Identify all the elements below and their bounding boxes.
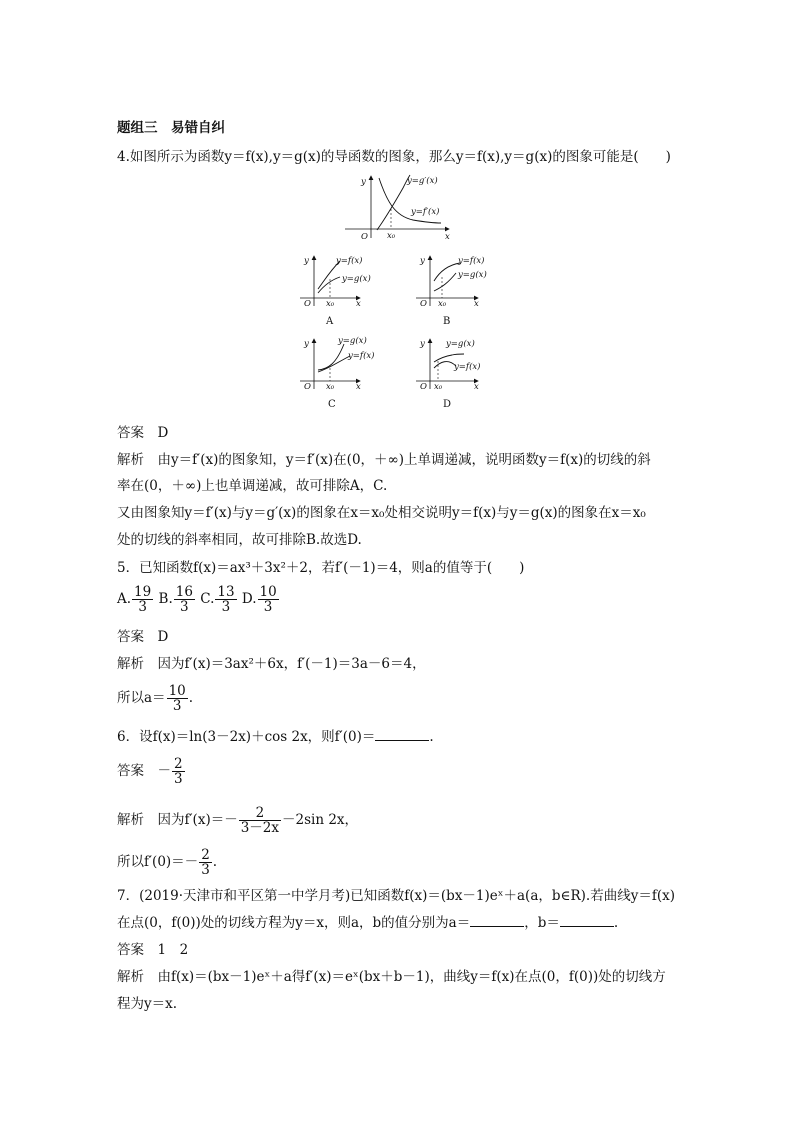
q4-analysis-4: 处的切线的斜率相同，故可排除B.故选D.	[117, 532, 362, 548]
c-label-x0: x₀	[326, 382, 335, 392]
q4-analysis-2: 率在(0，＋∞)上也单调递减，故可排除A，C.	[117, 478, 388, 494]
curve-g-prime	[377, 175, 410, 230]
a-label-x: x	[356, 299, 361, 309]
a-label-o: O	[304, 299, 311, 309]
b-label-x: x	[474, 299, 479, 309]
b-label-x0: x₀	[438, 299, 447, 309]
main-label-o: O	[361, 232, 368, 242]
q4-option-c-figure	[298, 336, 380, 392]
option-b-caption: B	[443, 316, 451, 327]
q5-analysis-1: 解析 因为f′(x)＝3ax²＋6x，f′(－1)＝3a－6＝4，	[117, 656, 426, 672]
q5-stem: 5．已知函数f(x)＝ax³＋3x²＋2，若f′(－1)＝4，则a的值等于( )	[117, 560, 525, 576]
q7-analysis-1: 解析 由f(x)＝(bx－1)eˣ＋a得f′(x)＝eˣ(bx＋b－1)，曲线y＝f(x)在点(0，f(0))处的切线方	[117, 969, 666, 985]
q4-stem: 4.如图所示为函数y＝f(x),y＝g(x)的导函数的图象，那么y＝f(x),y＝g(x)的图象可能是( )	[117, 149, 671, 165]
q4-option-b-figure	[414, 253, 496, 309]
option-d-caption: D	[443, 399, 452, 410]
d-label-top: y=g(x)	[446, 339, 475, 349]
q5-options: A. $\frac{19}{3}$ B. $\frac{16}{3}$ C. $\frac{13}{3}$ D. $\frac{10}{3}$	[117, 584, 277, 615]
q7-blank-a[interactable]	[470, 914, 524, 927]
q6-analysis-1: 解析 因为f′(x)＝－ $\frac{2}{3-2x}$ －2sin 2x，	[117, 805, 359, 836]
q6-answer: 答案 － $\frac{2}{3}$	[117, 756, 183, 787]
q5-answer: 答案 D	[117, 629, 169, 645]
main-label-x0: x₀	[387, 231, 396, 241]
d-label-y: y	[420, 339, 425, 349]
analysis-label: 解析	[117, 452, 144, 468]
b-label-o: O	[420, 299, 427, 309]
b-label-bottom: y=g(x)	[458, 270, 487, 280]
a-label-top: y=f(x)	[336, 256, 363, 266]
c-label-top: y=g(x)	[338, 336, 367, 346]
q4-analysis-3: 又由图象知y＝f′(x)与y＝g′(x)的图象在x＝x₀处相交说明y＝f(x)与y＝g(x)的图象在x＝x₀	[117, 505, 646, 521]
a-label-bottom: y=g(x)	[342, 274, 371, 284]
d-label-x: x	[474, 382, 479, 392]
c-label-bottom: y=f(x)	[348, 351, 375, 361]
main-label-g: y=g′(x)	[407, 176, 438, 186]
q4-answer	[117, 424, 168, 442]
q4-analysis-1: 解析 由y＝f′(x)的图象知，y＝f′(x)在(0，＋∞)上单调递减，说明函数y＝f(x)的切线的斜	[117, 452, 651, 468]
q5-analysis-2: 所以a＝ $\frac{10}{3}$ .	[117, 683, 194, 714]
q6-blank[interactable]	[375, 728, 429, 741]
d-label-x0: x₀	[434, 382, 443, 392]
q4-option-a-figure	[298, 253, 378, 309]
c-label-y: y	[304, 339, 309, 349]
section-title: 题组三 易错自纠	[117, 120, 225, 136]
main-label-y: y	[361, 177, 366, 187]
a-label-x0: x₀	[326, 299, 335, 309]
b-label-y: y	[420, 256, 425, 266]
q7-stem-2: 在点(0，f(0))处的切线方程为y＝x，则a，b的值分别为a＝ ，b＝ .	[117, 915, 619, 931]
q6-stem: 6．设f(x)＝ln(3－2x)＋cos 2x，则f′(0)＝ .	[117, 729, 434, 745]
a-label-y: y	[304, 256, 309, 266]
q7-analysis-2: 程为y＝x.	[117, 996, 178, 1012]
q6-analysis-2: 所以f′(0)＝－ $\frac{2}{3}$ .	[117, 847, 218, 878]
c-label-x: x	[356, 382, 361, 392]
c-label-o: O	[304, 382, 311, 392]
q7-stem-1: 7．(2019·天津市和平区第一中学月考)已知函数f(x)＝(bx－1)eˣ＋a(a，b∈R).若曲线y＝f(x)	[117, 888, 675, 904]
d-label-bottom: y=f(x)	[454, 362, 481, 372]
q7-blank-b[interactable]	[560, 914, 614, 927]
option-c-caption: C	[328, 399, 336, 410]
answer-value: D	[157, 425, 169, 441]
q7-answer: 答案 1 2	[117, 942, 189, 958]
b-label-top: y=f(x)	[458, 256, 485, 266]
q4-main-figure	[343, 172, 453, 242]
d-label-o: O	[420, 382, 427, 392]
main-label-f: y=f′(x)	[411, 207, 440, 217]
main-label-x: x	[445, 232, 450, 242]
option-a-caption: A	[326, 316, 334, 327]
q4-option-d-figure	[414, 336, 496, 392]
answer-label: 答案	[117, 425, 144, 441]
